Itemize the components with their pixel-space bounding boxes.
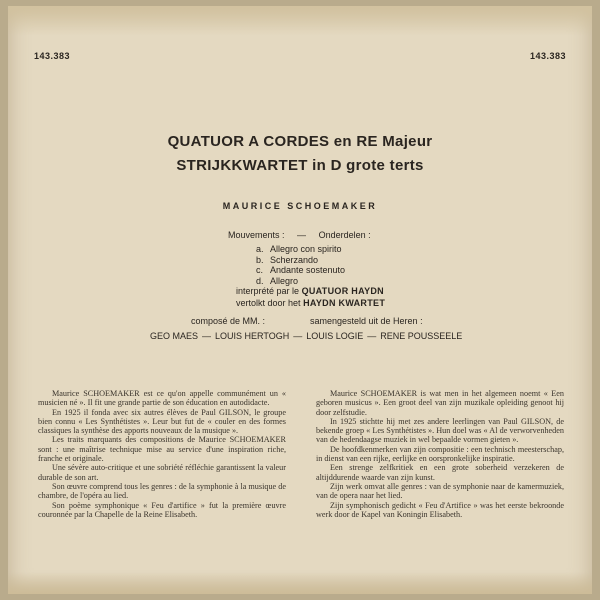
movement-name: Andante sostenuto [270,265,346,275]
performer-line-fr [236,286,384,296]
member-name: LOUIS LOGIE [306,331,364,341]
movement-item [256,255,345,266]
movement-letter: a. [256,244,264,254]
catalog-number-left: 143.383 [34,51,71,61]
performer-prefix-fr: interprété par le [236,286,300,296]
catalog-number-right: 143.383 [529,51,566,61]
bottom-edge-stain [8,572,592,594]
movement-letter: d. [256,275,264,286]
liner-notes-dutch [316,389,564,519]
member-separator: — [202,331,212,341]
title-dutch: STRIJKKWARTET in D grote terts [176,157,424,174]
quartet-members [150,331,462,341]
member-name: LOUIS HERTOGH [215,331,290,341]
performer-prefix-nl: vertolkt door het [236,298,301,308]
member-name: GEO MAES [150,331,199,341]
member-name: RENE POUSSEELE [380,331,463,341]
record-sleeve-back [8,6,592,594]
movements-label-fr: Mouvements : [228,230,285,240]
paragraph: Zijn symphonisch gedicht « Feu d'Artifice » was het eerste bekroonde werk door de Kapel van Koningin Elisabeth. [316,500,564,519]
paragraph: Les traits marquants des compositions de Maurice SCHOEMAKER sont : une maîtrise technique mise au service d'une inspiration riche, franche et originale. [38,435,286,464]
paragraph: Zijn werk omvat alle genres : van de symphonie naar de kamermuziek, van de opera naar het lied. [316,481,564,501]
paragraph: Son œuvre comprend tous les genres : de la symphonie à la musique de chambre, de l'opéra au lied. [38,481,286,501]
movements-list [256,244,345,286]
performer-name-nl: HAYDN KWARTET [303,298,386,308]
title-french: QUATUOR A CORDES en RE Majeur [167,133,433,150]
paragraph: Maurice SCHOEMAKER est ce qu'on appelle communément un « musicien né ». Il fit une grande partie de son éducation en autodidacte. [38,389,286,408]
movement-name: Allegro [270,275,299,286]
paragraph: Maurice SCHOEMAKER is wat men in het algemeen noemt « Een geboren musicus ». Een groot deel van zijn muzikale opleiding genoot hij door zelfstudie. [316,389,564,417]
movement-name: Allegro con spirito [270,244,342,254]
composer-name: MAURICE SCHOEMAKER [222,201,378,211]
paragraph: In 1925 stichtte hij met zes andere leerlingen van Paul GILSON, de bekende groep « Les Synthétistes ». Hun doel was « Al de verworvenheden van de hedendaagse muziek in wel bepaalde vormen gieten ». [316,416,564,445]
liner-notes-french [38,389,286,519]
movements-label-nl: Onderdelen : [318,230,371,240]
movement-letter: c. [256,265,264,275]
paragraph: De hoofdkenmerken van zijn compositie : een technisch meesterschap, in dienst van een rijke, eerlijke en oorspronkelijke inspiratie. [316,444,564,464]
movements-heading [228,230,381,240]
member-separator: — [367,331,377,341]
movements-dash: — [297,230,307,240]
paragraph: En 1925 il fonda avec six autres élèves de Paul GILSON, le groupe bien connu « Les Synthétistes ». Leur but fut de « couler en des formes classiques la synthèse des apports nouveaux de la musique ». [38,407,286,436]
paragraph: Son poème symphonique « Feu d'artifice » fut la première œuvre couronnée par la Chapelle de la Reine Elisabeth. [38,500,286,519]
composed-of-label-fr: composé de MM. : [191,316,266,326]
top-edge-stain [8,6,592,36]
composed-of-label-nl: samengesteld uit de Heren : [310,316,423,326]
movement-name: Scherzando [270,254,319,265]
movement-item [256,265,345,276]
movement-letter: b. [256,254,264,265]
performer-line-nl [236,298,385,308]
movement-item [256,244,345,255]
member-separator: — [293,331,303,341]
movement-item [256,276,345,287]
paragraph: Une sévère auto-critique et une sobriété réfléchie garantissent la valeur durable de son art. [38,463,286,482]
paragraph: Een strenge zelfkritiek en een grote soberheid verzekeren de altijddurende waarde van zijn kunst. [316,463,564,482]
performer-name-fr: QUATUOR HAYDN [301,286,384,296]
